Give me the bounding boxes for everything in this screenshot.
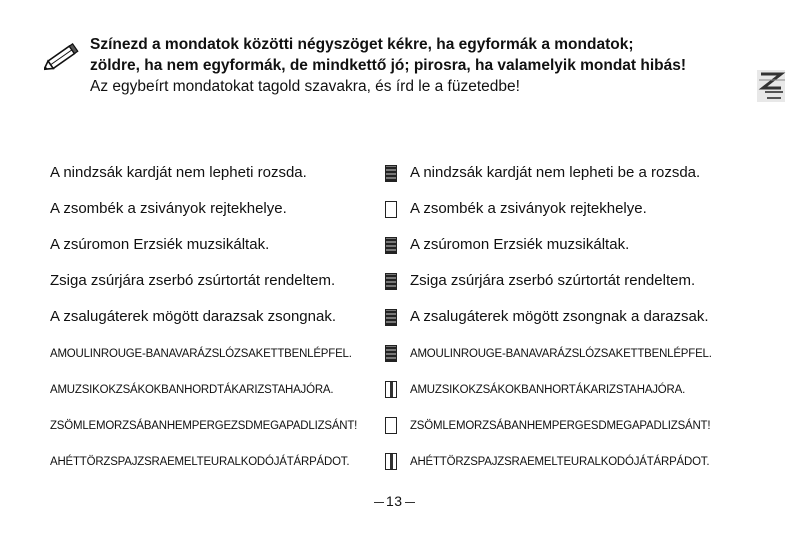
instruction-line-3: Az egybeírt mondatokat tagold szavakra, és írd le a füzetedbe! (90, 78, 520, 95)
answer-box[interactable] (383, 448, 403, 484)
right-sentence: Zsiga zsúrjára zserbó szúrtortát rendeltem. (410, 272, 696, 289)
left-sentence: A nindzsák kardját nem lepheti rozsda. (50, 164, 307, 181)
left-sentence: AMOULINROUGE-BANAVARÁZSLÓZSAKETTBENLÉPFEL. (50, 346, 352, 360)
answer-box-column (383, 160, 403, 484)
left-sentence: A zsúromon Erzsiék muzsikáltak. (50, 236, 270, 253)
left-sentence: ZSÖMLEMORZSÁBANHEMPERGEZSDMEGAPADLIZSÁNT! (50, 418, 358, 432)
left-sentence: AMUZSIKOKZSÁKOKBANHORDTÁKARIZSTAHAJÓRA. (50, 382, 334, 396)
right-sentence: AMUZSIKOKZSÁKOKBANHORTÁKARIZSTAHAJÓRA. (410, 382, 686, 396)
right-sentence: A zsombék a zsiványok rejtekhelye. (410, 200, 647, 217)
right-sentence: ZSÖMLEMORZSÁBANHEMPERGESDMEGAPADLIZSÁNT! (410, 418, 711, 432)
answer-box[interactable] (383, 376, 403, 412)
right-sentence: AHÉTTÖRZSPAJZSRAEMELTEURALKODÓJÁTÁRPÁDOT. (410, 454, 710, 468)
answer-box[interactable] (383, 340, 403, 376)
answer-box[interactable] (383, 268, 403, 304)
answer-box[interactable] (383, 412, 403, 448)
answer-box[interactable] (383, 196, 403, 232)
pencil-icon (44, 36, 84, 76)
left-sentence: A zsombék a zsiványok rejtekhelye. (50, 200, 287, 217)
page-number: 13 (372, 493, 417, 509)
right-sentence-column (410, 160, 795, 484)
left-sentence: AHÉTTÖRZSPAJZSRAEMELTEURALKODÓJÁTÁRPÁDOT. (50, 454, 350, 468)
instruction-line-2: zöldre, ha nem egyformák, de mindkettő jó; pirosra, ha valamelyik mondat hibás! (90, 57, 687, 74)
instructions (90, 34, 750, 97)
left-sentence: Zsiga zsúrjára zserbó zsúrtortát rendeltem. (50, 272, 336, 289)
answer-box[interactable] (383, 160, 403, 196)
right-sentence: A zsalugáterek mögött zsongnak a darazsak. (410, 308, 709, 325)
right-sentence: AMOULINROUGE-BANAVARÁZSLÓZSAKETTBENLÉPFEL. (410, 346, 712, 360)
instruction-line-1: Színezd a mondatok közötti négyszöget kékre, ha egyformák a mondatok; (90, 36, 634, 53)
answer-box[interactable] (383, 232, 403, 268)
left-sentence-column (50, 160, 380, 484)
left-sentence: A zsalugáterek mögött darazsak zsongnak. (50, 308, 336, 325)
right-sentence: A zsúromon Erzsiék muzsikáltak. (410, 236, 630, 253)
right-sentence: A nindzsák kardját nem lepheti be a rozsda. (410, 164, 701, 181)
scanned-corner-mark (755, 66, 789, 106)
answer-box[interactable] (383, 304, 403, 340)
